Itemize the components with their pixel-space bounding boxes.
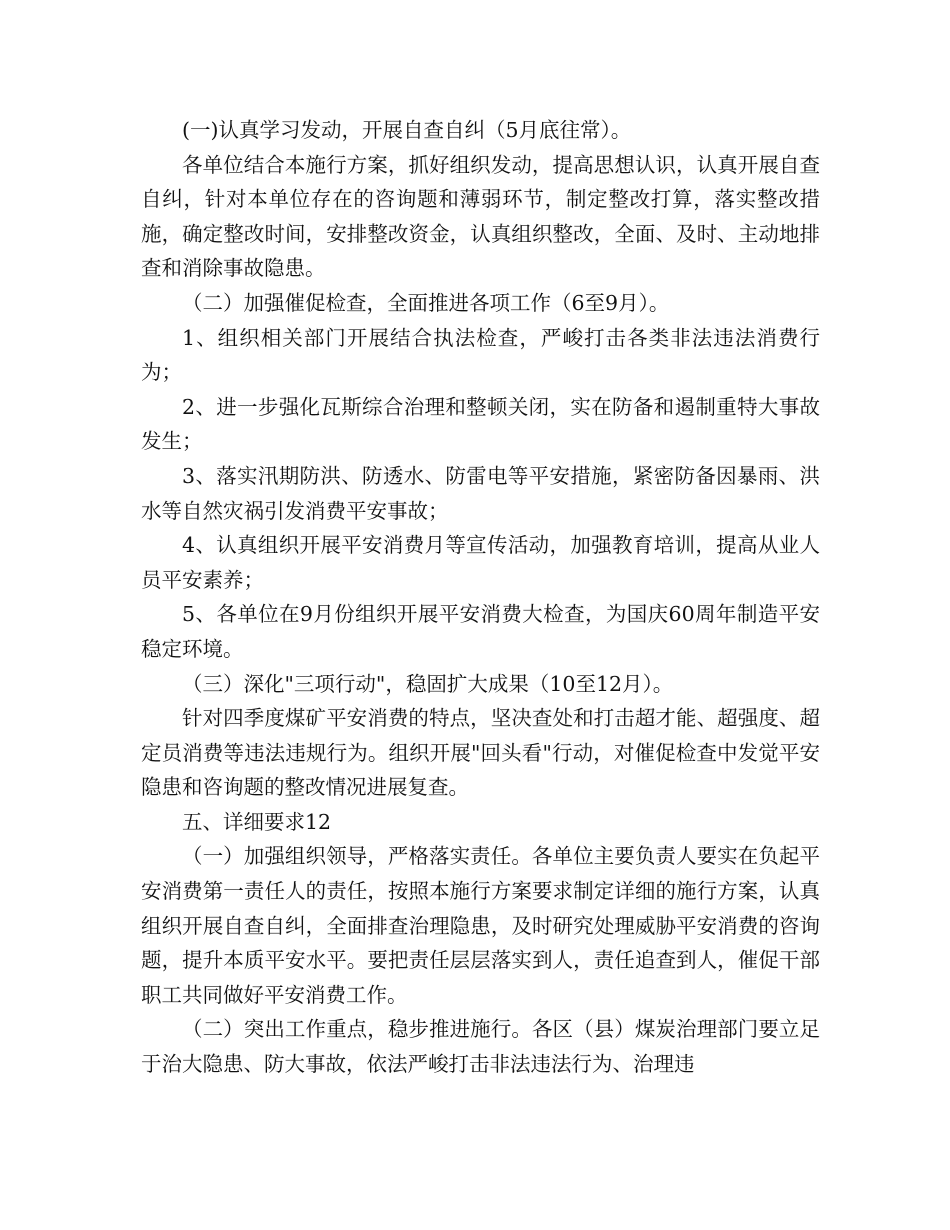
paragraph-phase-three-heading: （三）深化"三项行动"，稳固扩大成果（10至12月）。 bbox=[182, 671, 674, 696]
paragraph-requirement-1: （一）加强组织领导，严格落实责任。各单位主要负责人要实在负起平安消费第一责任人的责任，按照本施行方案要求制定详细的施行方案，认真组织开展自查自纠，全面排查治理隐患，及时研究处理威胁平安消费的咨询题，提升本质平安水平。要把责任层层落实到人，责任追查到人，催促干部职工共同做好平安消费工作。 bbox=[141, 844, 820, 1007]
paragraph-phase-one-heading: (一)认真学习发动，开展自查自纠（5月底往常）。 bbox=[182, 118, 632, 142]
paragraph-item-2: 2、进一步强化瓦斯综合治理和整顿关闭，实在防备和遏制重特大事故发生； bbox=[141, 394, 820, 454]
paragraph-item-4: 4、认真组织开展平安消费月等宣传活动，加强教育培训，提高从业人员平安素养； bbox=[141, 533, 820, 592]
paragraph-phase-two-heading: （二）加强催促检查，全面推进各项工作（6至9月）。 bbox=[182, 290, 670, 315]
paragraph-item-5: 5、各单位在9月份组织开展平安消费大检查，为国庆60周年制造平安稳定环境。 bbox=[141, 602, 820, 661]
paragraph-fourth-quarter: 针对四季度煤矿平安消费的特点，坚决查处和打击超才能、超强度、超定员消费等违法违规行为。组织开展"回头看"行动，对催促检查中发觉平安隐患和咨询题的整改情况进展复查。 bbox=[141, 706, 820, 800]
paragraph-item-1: 1、组织相关部门开展结合执法检查，严峻打击各类非法违法消费行为； bbox=[141, 325, 820, 385]
section-heading-requirements: 五、详细要求12 bbox=[182, 809, 332, 834]
paragraph-self-inspection: 各单位结合本施行方案，抓好组织发动，提高思想认识，认真开展自查自纠，针对本单位存在的咨询题和薄弱环节，制定整改打算，落实整改措施，确定整改时间，安排整改资金，认真组织整改，全面、及时、主动地排查和消除事故隐患。 bbox=[141, 152, 820, 281]
paragraph-item-3: 3、落实汛期防洪、防透水、防雷电等平安措施，紧密防备因暴雨、洪水等自然灾祸引发消费平安事故； bbox=[141, 463, 820, 523]
paragraph-requirement-2: （二）突出工作重点，稳步推进施行。各区（县）煤炭治理部门要立足于治大隐患、防大事故，依法严峻打击非法违法行为、治理违 bbox=[141, 1017, 820, 1077]
